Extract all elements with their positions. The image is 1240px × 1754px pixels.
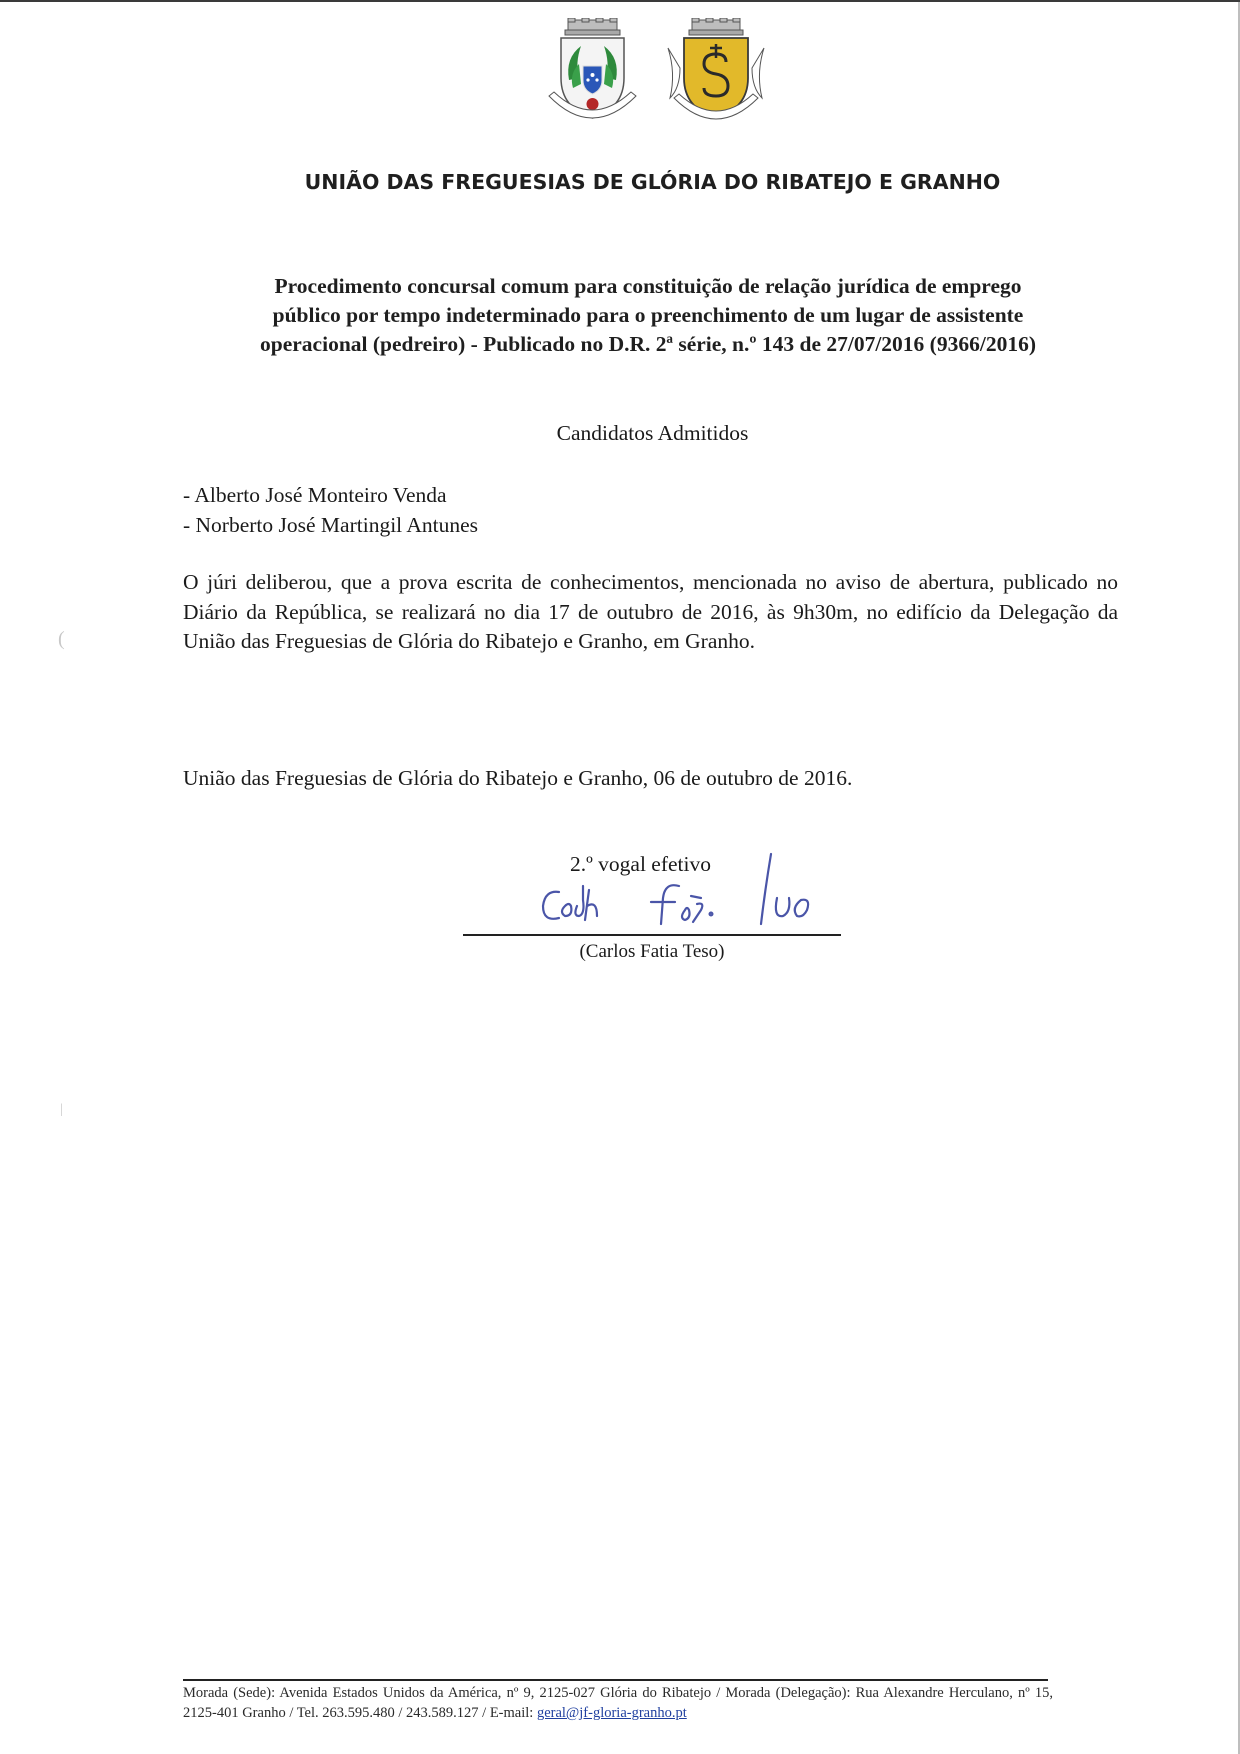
- procedure-title-line: operacional (pedreiro) - Publicado no D.R. 2ª série, n.º 143 de 27/07/2016 (9366/2016): [260, 332, 1036, 356]
- signature-line: [463, 934, 841, 936]
- signer-role: 2.º vogal efetivo: [570, 852, 711, 876]
- footer-address: [183, 1683, 1053, 1723]
- candidate-item: - Norberto José Martingil Antunes: [183, 513, 478, 537]
- place-and-date: União das Freguesias de Glória do Ribatejo e Granho, 06 de outubro de 2016.: [183, 766, 853, 790]
- procedure-title-line: público por tempo indeterminado para o preenchimento de um lugar de assistente: [272, 303, 1024, 327]
- admitted-candidates-heading: Candidatos Admitidos: [556, 421, 749, 445]
- footer-email-link[interactable]: geral@jf-gloria-granho.pt: [536, 1705, 687, 1721]
- signer-name: (Carlos Fatia Teso): [579, 941, 725, 962]
- gloria-do-ribatejo-crest: [535, 18, 650, 133]
- scan-mark: (: [58, 628, 65, 650]
- scan-top-edge: [0, 0, 1240, 2]
- candidate-list: [183, 480, 478, 540]
- parish-union-title: UNIÃO DAS FREGUESIAS DE GLÓRIA DO RIBATEJO E GRANHO: [304, 170, 1001, 194]
- handwritten-signature: [525, 850, 845, 945]
- scan-mark: |: [60, 1102, 63, 1117]
- candidate-item: - Alberto José Monteiro Venda: [183, 483, 447, 507]
- footer-address-text: Morada (Sede): Avenida Estados Unidos da América, nº 9, 2125-027 Glória do Ribatejo / Morada (Delegação): Rua Alexandre Herculano, nº 15, 2125-401 Granho / Tel. 263.595.480 / 243.589.127 / E-mail:: [183, 1685, 1053, 1721]
- granho-crest: [660, 18, 772, 133]
- procedure-title-line: Procedimento concursal comum para constituição de relação jurídica de emprego: [274, 274, 1022, 298]
- procedure-title: [180, 272, 1116, 359]
- footer-divider: [183, 1679, 1048, 1681]
- jury-decision-paragraph: O júri deliberou, que a prova escrita de conhecimentos, mencionada no aviso de abertura, publicado no Diário da República, se realizará no dia 17 de outubro de 2016, às 9h30m, no edifício da Delegação da União das Freguesias de Glória do Ribatejo e Granho, em Granho.: [183, 570, 1118, 653]
